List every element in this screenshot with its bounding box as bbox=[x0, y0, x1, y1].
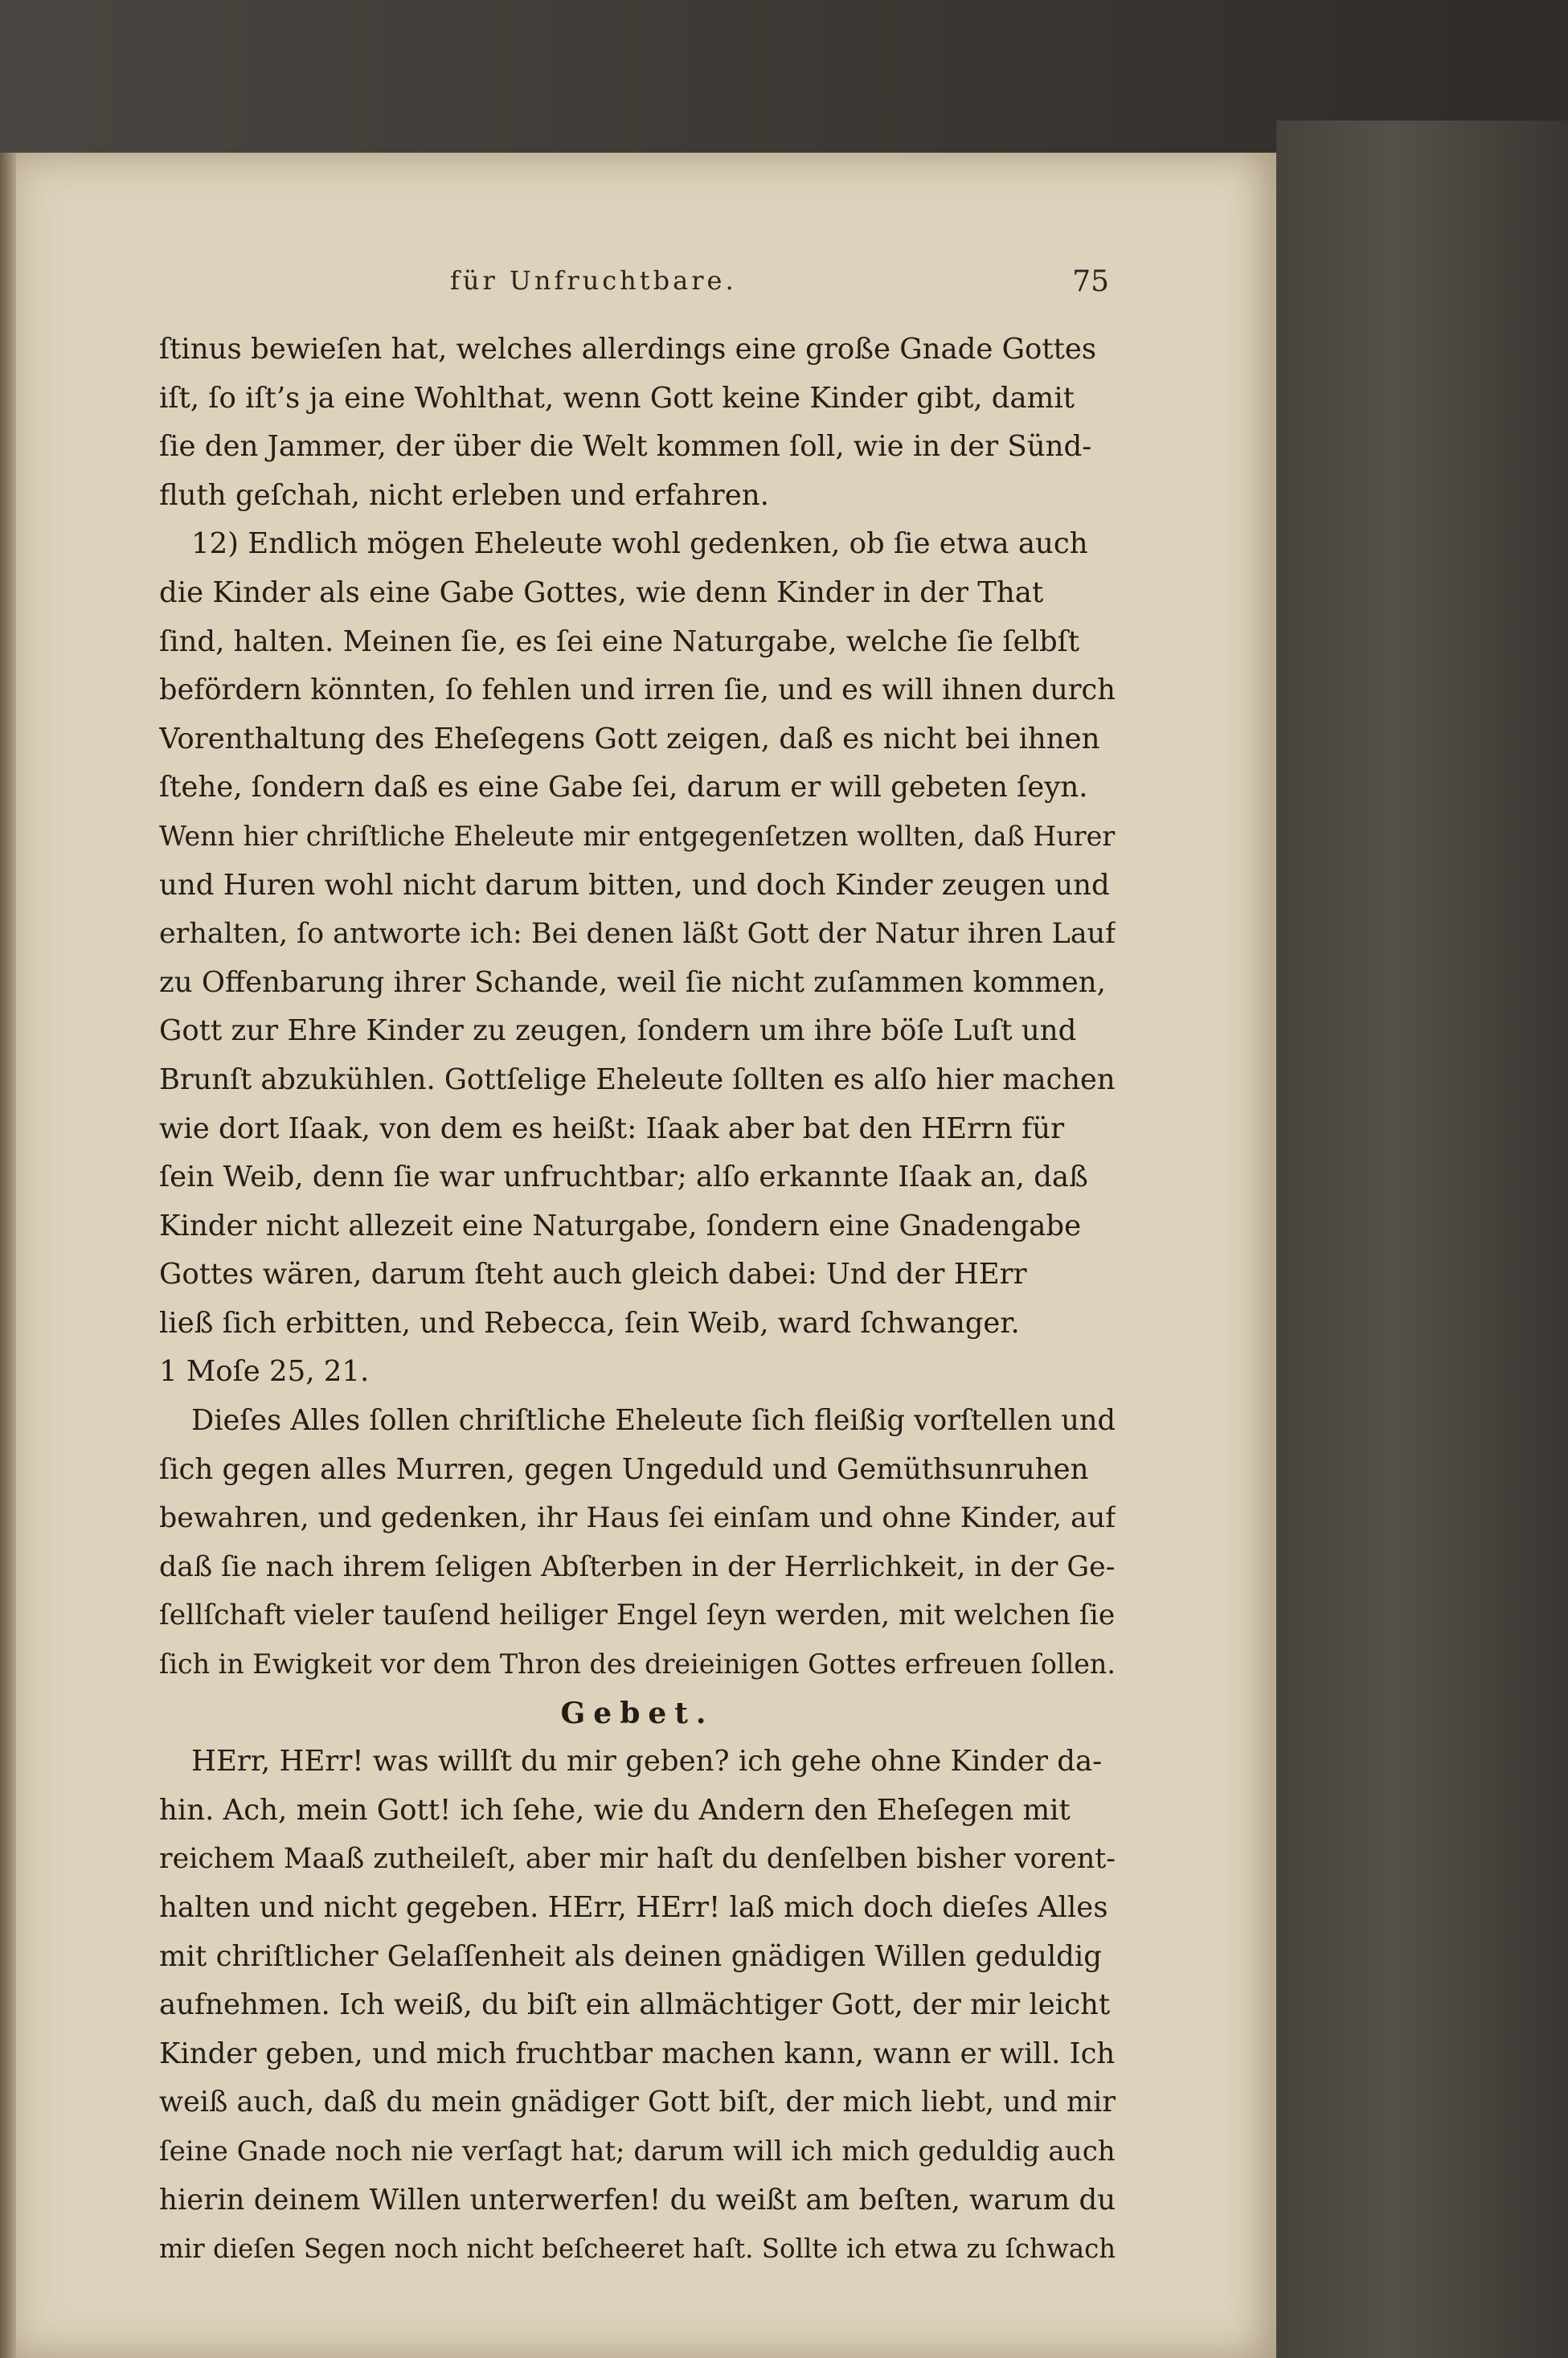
text-line: wie dort Iſaak, von dem es heißt: Iſaak aber bat den HErrn für bbox=[159, 1111, 1065, 1145]
text-line: Dieſes Alles ſollen chriſtliche Eheleute ſich fleißig vorſtellen und bbox=[191, 1404, 1116, 1438]
text-line: aufnehmen. Ich weiß, du biſt ein allmächtiger Gott, der mir leicht bbox=[159, 1988, 1111, 2022]
page-stack-edge bbox=[0, 153, 18, 2358]
text-line: reichem Maaß zutheileſt, aber mir haſt du denſelben bisher vorent- bbox=[159, 1843, 1116, 1876]
text-line: Gottes wären, darum ſteht auch gleich dabei: Und der HErr bbox=[159, 1258, 1027, 1292]
text-line: mit chriſtlicher Gelaſſenheit als deinen gnädigen Willen geduldig bbox=[159, 1939, 1102, 1973]
text-line: ſich gegen alles Murren, gegen Ungeduld und Gemüthsunruhen bbox=[159, 1452, 1089, 1486]
page-number: 75 bbox=[1072, 265, 1109, 298]
text-line: ſein Weib, denn ſie war unfruchtbar; alſo erkannte Iſaak an, daß bbox=[159, 1161, 1088, 1194]
text-line: ſellſchaft vieler tauſend heiliger Engel ſeyn werden, mit welchen ſie bbox=[159, 1599, 1116, 1632]
text-line: weiß auch, daß du mein gnädiger Gott biſt, der mich liebt, und mir bbox=[159, 2086, 1116, 2119]
text-line: hierin deinem Willen unterwerfen! du weißt am beſten, warum du bbox=[159, 2183, 1116, 2217]
section-heading: Gebet. bbox=[560, 1696, 714, 1730]
text-line: ſtehe, ſondern daß es eine Gabe ſei, darum er will gebeten ſeyn. bbox=[159, 771, 1088, 804]
text-line: ſeine Gnade noch nie verſagt hat; darum will ich mich geduldig auch bbox=[159, 2135, 1116, 2168]
body-text bbox=[159, 325, 1116, 2274]
text-line: HErr, HErr! was willſt du mir geben? ich gehe ohne Kinder da- bbox=[191, 1745, 1103, 1779]
text-line: hin. Ach, mein Gott! ich ſehe, wie du Andern den Eheſegen mit bbox=[159, 1793, 1071, 1827]
text-line: Wenn hier chriſtliche Eheleute mir entgegenſetzen wollten, daß Hurer bbox=[159, 820, 1116, 852]
text-line: halten und nicht gegeben. HErr, HErr! laß mich doch dieſes Alles bbox=[159, 1891, 1108, 1924]
text-line: daß ſie nach ihrem ſeligen Abſterben in der Herrlichkeit, in der Ge- bbox=[159, 1550, 1116, 1583]
text-line: ſtinus bewieſen hat, welches allerdings eine große Gnade Gottes bbox=[159, 333, 1097, 366]
running-head bbox=[450, 265, 1109, 313]
running-title: für Unfruchtbare. bbox=[450, 265, 737, 296]
text-line: 12) Endlich mögen Eheleute wohl gedenken, ob ſie etwa auch bbox=[191, 527, 1088, 561]
text-line: Gott zur Ehre Kinder zu zeugen, ſondern um ihre böſe Luſt und bbox=[159, 1014, 1077, 1048]
text-line: zu Offenbarung ihrer Schande, weil ſie nicht zuſammen kommen, bbox=[159, 965, 1106, 999]
text-line: fluth geſchah, nicht erleben und erfahren. bbox=[159, 478, 769, 512]
text-line: ſie den Jammer, der über die Welt kommen ſoll, wie in der Sünd- bbox=[159, 430, 1092, 464]
text-line: die Kinder als eine Gabe Gottes, wie denn Kinder in der That bbox=[159, 575, 1044, 609]
text-line: Brunſt abzukühlen. Gottſelige Eheleute ſollten es alſo hier machen bbox=[159, 1062, 1116, 1096]
text-line: Kinder geben, und mich fruchtbar machen kann, wann er will. Ich bbox=[159, 2037, 1116, 2070]
text-line: ſind, halten. Meinen ſie, es ſei eine Naturgabe, welche ſie ſelbſt bbox=[159, 624, 1080, 658]
text-line: ſich in Ewigkeit vor dem Thron des dreieinigen Gottes erfreuen ſollen. bbox=[159, 1648, 1116, 1680]
text-line: befördern könnten, ſo fehlen und irren ſie, und es will ihnen durch bbox=[159, 673, 1116, 707]
text-line: iſt, ſo iſt’s ja eine Wohlthat, wenn Gott keine Kinder gibt, damit bbox=[159, 381, 1075, 415]
text-line: 1 Moſe 25, 21. bbox=[159, 1355, 370, 1389]
text-line: und Huren wohl nicht darum bitten, und doch Kinder zeugen und bbox=[159, 868, 1110, 902]
text-line: Vorenthaltung des Eheſegens Gott zeigen, daß es nicht bei ihnen bbox=[159, 722, 1100, 755]
text-line: mir dieſen Segen noch nicht beſcheeret haſt. Sollte ich etwa zu ſchwach bbox=[159, 2233, 1116, 2265]
text-line: bewahren, und gedenken, ihr Haus ſei einſam und ohne Kinder, auf bbox=[159, 1502, 1116, 1535]
text-line: ließ ſich erbitten, und Rebecca, ſein Weib, ward ſchwanger. bbox=[159, 1306, 1020, 1340]
book-cover-edge bbox=[1276, 121, 1568, 2358]
text-line: Kinder nicht allezeit eine Naturgabe, ſondern eine Gnadengabe bbox=[159, 1209, 1082, 1242]
text-line: erhalten, ſo antworte ich: Bei denen läßt Gott der Natur ihren Lauf bbox=[159, 918, 1116, 951]
